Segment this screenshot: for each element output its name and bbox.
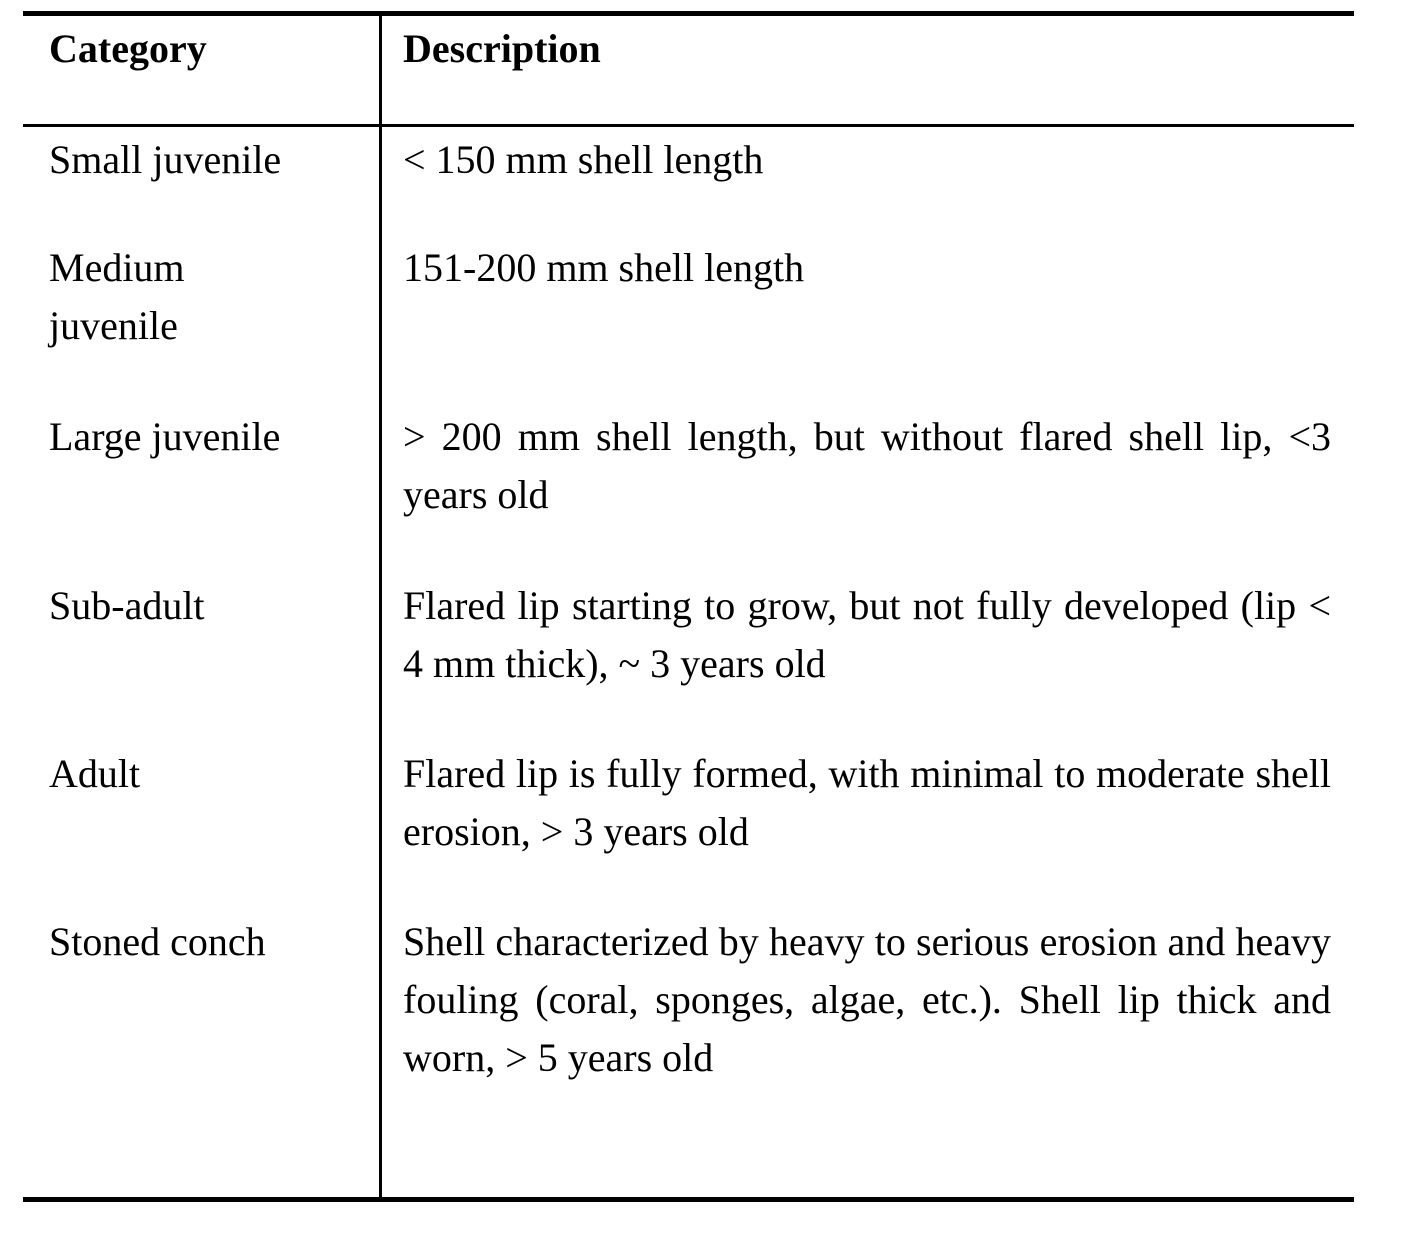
header-description: Description <box>403 26 601 71</box>
row-sub-adult-description: Flared lip starting to grow, but not fully developed (lip < 4 mm thick), ~ 3 years old <box>403 583 1331 686</box>
row-small-juvenile-description: < 150 mm shell length <box>403 137 764 182</box>
row-large-juvenile-category: Large juvenile <box>49 414 281 459</box>
row-stoned-conch-category: Stoned conch <box>49 919 266 964</box>
row-medium-juvenile-description: 151-200 mm shell length <box>403 245 805 290</box>
data-table <box>23 11 1354 1202</box>
row-sub-adult-category: Sub-adult <box>49 583 205 628</box>
table-top-rule <box>23 11 1354 16</box>
row-stoned-conch-description: Shell characterized by heavy to serious erosion and heavy fouling (coral, sponges, algae, etc.). Shell lip thick and worn, > 5 years old <box>403 919 1331 1080</box>
column-divider <box>379 11 382 1199</box>
row-adult-description: Flared lip is fully formed, with minimal to moderate shell erosion, > 3 years old <box>403 751 1331 854</box>
table-bottom-rule <box>23 1197 1354 1202</box>
row-medium-juvenile-category: Medium juvenile <box>49 245 185 348</box>
header-category: Category <box>49 26 207 71</box>
row-large-juvenile-description: > 200 mm shell length, but without flared shell lip, <3 years old <box>403 414 1331 517</box>
row-small-juvenile-category: Small juvenile <box>49 137 282 182</box>
header-rule <box>23 124 1354 127</box>
row-adult-category: Adult <box>49 751 141 796</box>
